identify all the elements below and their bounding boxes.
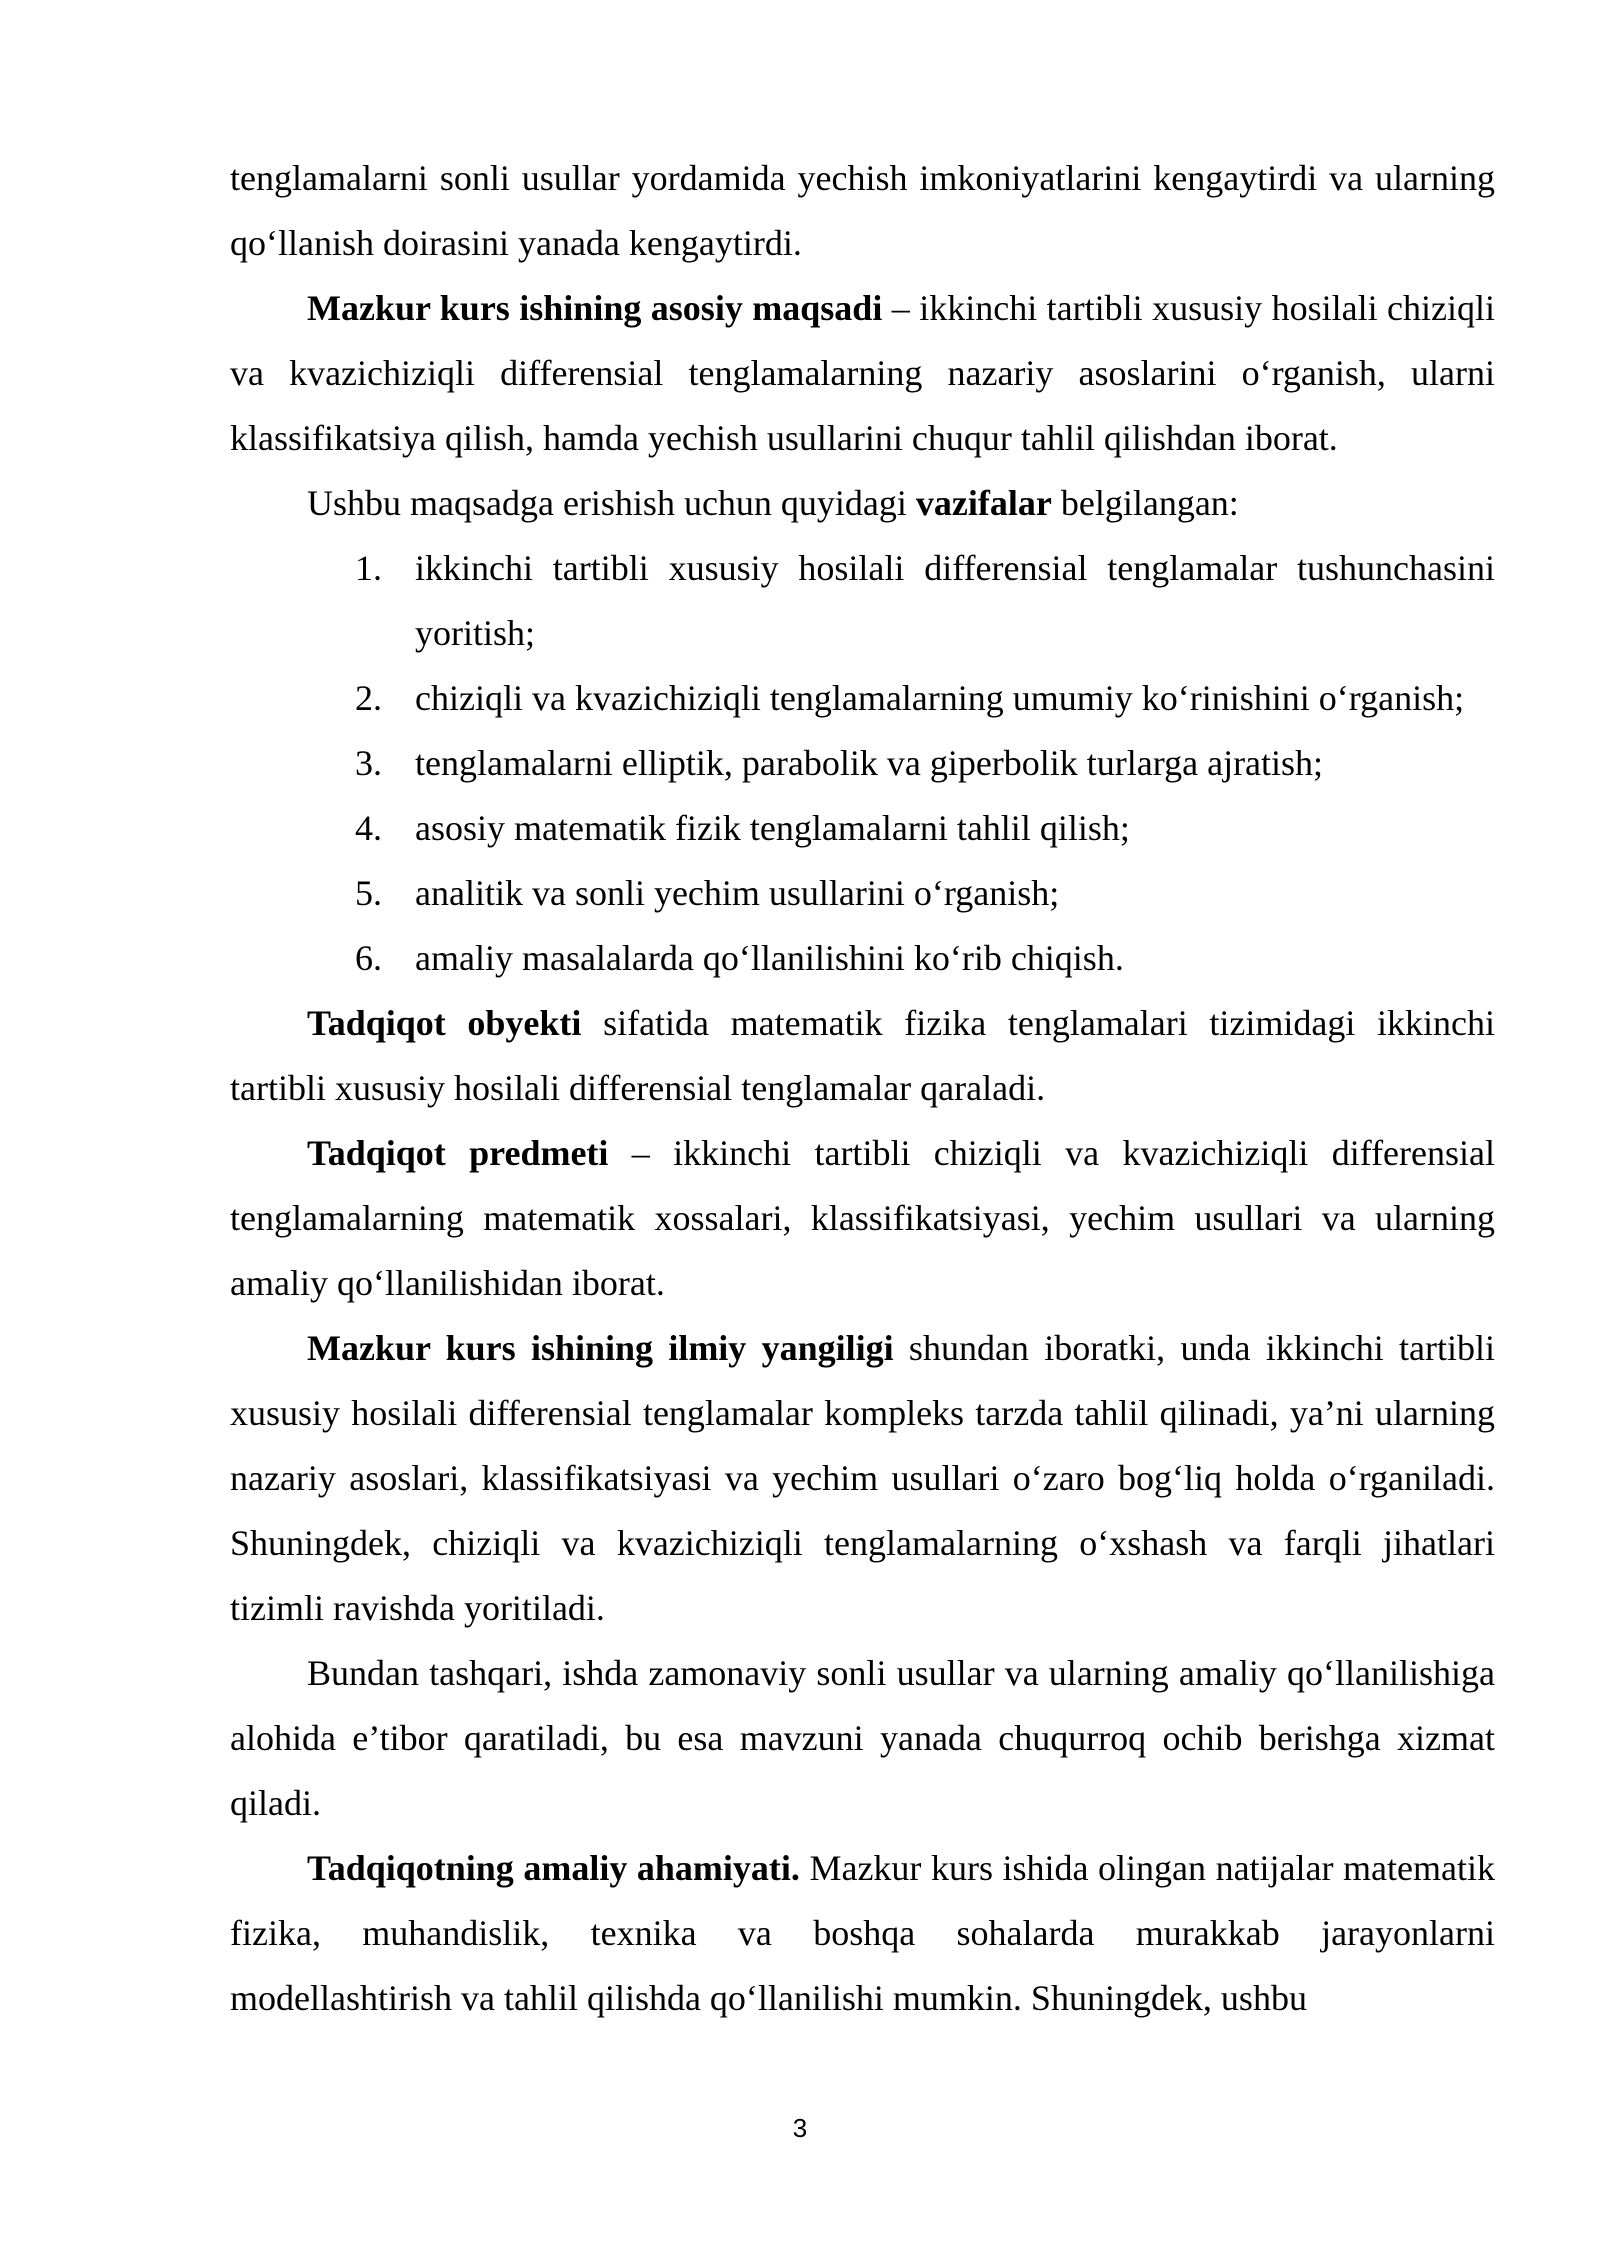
paragraph-text: sifatida matematik fizika tenglamalari tizimidagi ikkinchi tartibli xususiy hosilali differensial tenglamalar qaraladi. xyxy=(230,1003,1495,1108)
list-number: 6. xyxy=(355,938,382,978)
page-number: 3 xyxy=(792,2113,808,2143)
paragraph-goal xyxy=(230,276,1495,471)
paragraph-text: tenglamalarni sonli usullar yordamida yechish imkoniyatlarini kengaytirdi va ularning qo‘llanish doirasini yanada kengaytirdi. xyxy=(230,158,1495,263)
bold-lead: Mazkur kurs ishining ilmiy yangiligi xyxy=(307,1328,894,1368)
paragraph-text: Ushbu maqsadga erishish uchun quyidagi xyxy=(307,483,916,523)
list-item-text: asosiy matematik fizik tenglamalarni tahlil qilish; xyxy=(415,808,1130,848)
paragraph-research-subject xyxy=(230,1121,1495,1316)
paragraph-research-object xyxy=(230,991,1495,1121)
list-item xyxy=(230,796,1495,861)
bold-lead: Tadqiqot predmeti xyxy=(307,1133,609,1173)
paragraph-scientific-novelty xyxy=(230,1316,1495,1641)
bold-lead: Tadqiqot obyekti xyxy=(307,1003,582,1043)
paragraph-practical-significance xyxy=(230,1836,1495,2031)
list-number: 1. xyxy=(355,548,382,588)
list-number: 3. xyxy=(355,743,382,783)
paragraph-tasks-intro xyxy=(230,471,1495,536)
bold-term: vazifalar xyxy=(915,483,1052,523)
list-item-text: chiziqli va kvazichiziqli tenglamalarning umumiy ko‘rinishini o‘rganish; xyxy=(415,678,1465,718)
list-number: 4. xyxy=(355,808,382,848)
paragraph-text: – ikkinchi tartibli xususiy hosilali chiziqli va kvazichiziqli differensial tenglamalarning nazariy asoslarini o‘rganish, ularni klassifikatsiya qilish, hamda yechish usullarini chuqur tahlil qilishdan iborat. xyxy=(230,288,1495,458)
list-item-text: ikkinchi tartibli xususiy hosilali differensial tenglamalar tushunchasini yoritish; xyxy=(415,548,1495,653)
paragraph-text: Mazkur kurs ishida olingan natijalar matematik fizika, muhandislik, texnika va boshqa sohalarda murakkab jarayonlarni modellashtirish va tahlil qilishda qo‘llanilishi mumkin. Shuningdek, ushbu xyxy=(230,1848,1495,2018)
list-item xyxy=(230,666,1495,731)
paragraph-numerical-methods xyxy=(230,1641,1495,1836)
list-number: 2. xyxy=(355,678,382,718)
list-item xyxy=(230,926,1495,991)
paragraph-text: shundan iboratki, unda ikkinchi tartibli xususiy hosilali differensial tenglamalar kompleks tarzda tahlil qilinadi, ya’ni ularning nazariy asoslari, klassifikatsiyasi va yechim usullari o‘zaro bog‘liq holda o‘rganiladi. Shuningdek, chiziqli va kvazichiziqli tenglamalarning o‘xshash va farqli jihatlari tizimli ravishda yoritiladi. xyxy=(230,1328,1495,1628)
list-item xyxy=(230,861,1495,926)
page-body xyxy=(230,146,1495,2031)
paragraph-text: – ikkinchi tartibli chiziqli va kvazichiziqli differensial tenglamalarning matematik xossalari, klassifikatsiyasi, yechim usullari va ularning amaliy qo‘llanilishidan iborat. xyxy=(230,1133,1495,1303)
paragraph-text: Bundan tashqari, ishda zamonaviy sonli usullar va ularning amaliy qo‘llanilishiga alohida e’tibor qaratiladi, bu esa mavzuni yanada chuqurroq ochib berishga xizmat qiladi. xyxy=(230,1653,1495,1823)
list-item-text: analitik va sonli yechim usullarini o‘rganish; xyxy=(415,873,1060,913)
list-item-text: tenglamalarni elliptik, parabolik va giperbolik turlarga ajratish; xyxy=(415,743,1324,783)
bold-lead: Tadqiqotning amaliy ahamiyati. xyxy=(307,1848,800,1888)
list-number: 5. xyxy=(355,873,382,913)
list-item xyxy=(230,731,1495,796)
paragraph-continuation xyxy=(230,146,1495,276)
list-item xyxy=(230,536,1495,666)
paragraph-text: belgilangan: xyxy=(1051,483,1239,523)
list-item-text: amaliy masalalarda qo‘llanilishini ko‘rib chiqish. xyxy=(415,938,1124,978)
bold-lead: Mazkur kurs ishining asosiy maqsadi xyxy=(307,288,883,328)
tasks-list xyxy=(230,536,1495,991)
